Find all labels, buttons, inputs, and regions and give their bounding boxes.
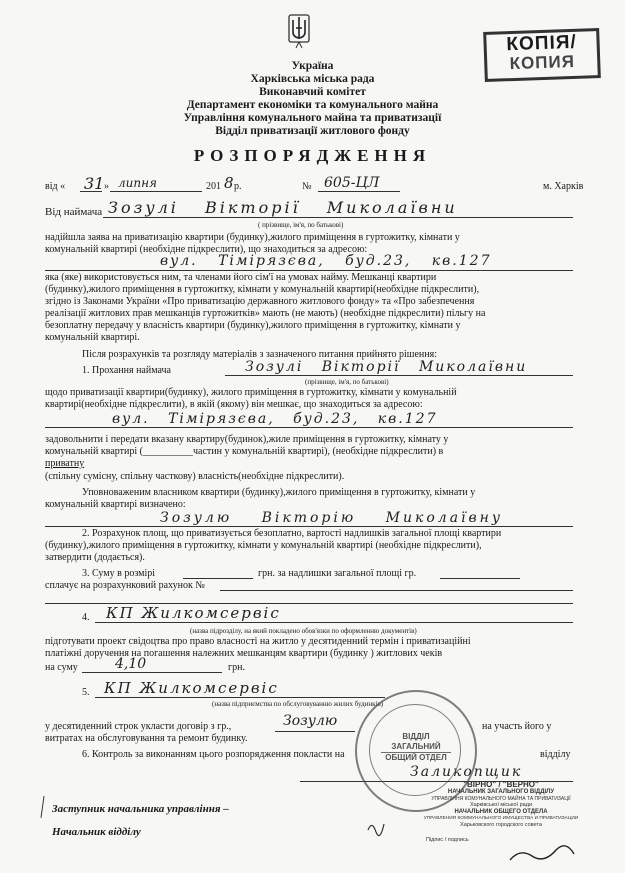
cert-stamp-line1: "ВІРНО" / "ВЕРНО"	[463, 780, 539, 789]
city: м. Харків	[543, 181, 584, 192]
item4-caption: (назва підрозділу, на який покладено обов'язки по оформленню документів)	[190, 627, 417, 635]
cert-stamp-line2: НАЧАЛЬНИК ЗАГАЛЬНОГО ВІДДІЛУ	[447, 789, 555, 795]
item4-line3b: грн.	[228, 662, 245, 673]
cert-stamp-line3: УПРАВЛІННЯ КОМУНАЛЬНОГО МАЙНА ТА ПРИВАТИЗАЦІЇ	[431, 796, 571, 802]
cert-stamp-line4: Харківської міської ради	[469, 802, 533, 808]
item1-line1: щодо приватизації квартири(будинку), жилого приміщення в гуртожитку, кімнати у комунальній	[45, 387, 457, 398]
tenant-caption: ( прізвище, ім'я, по батькові)	[258, 221, 344, 229]
item1-line8: комунальній квартирі визначено:	[45, 499, 186, 510]
header-office: Управління комунального майна та приватизації	[183, 112, 442, 124]
cert-stamp-line5: НАЧАЛЬНИК ОБЩЕГО ОТДЕЛА	[454, 809, 548, 815]
item1-address: вул. Тімірязєва, буд.23, кв.127	[112, 411, 438, 427]
copy-stamp-line1: КОПІЯ/	[506, 31, 578, 56]
item3-line1b: грн. за надлишки загальної площі гр.	[258, 568, 417, 579]
para1-line6: реалізації житлових прав мешканців гуртожитків» мають (не мають) (необхідне підкреслити) пільгу на	[45, 308, 486, 319]
item5-caption: (назва підприємства по обслуговуванню жилих будинків)	[212, 700, 384, 708]
item1-line2: квартирі(необхідне підкреслити), в якій (якому) він мешкає, що знаходиться за адресою:	[45, 399, 423, 410]
header-country: Україна	[291, 60, 334, 72]
date-month: липня	[118, 176, 157, 190]
item4-label: 4.	[82, 612, 90, 623]
para1-line1: надійшла заява на приватизацію квартири (будинку),жилого приміщення в гуртожитку, кімнати у	[45, 232, 460, 243]
item6-tail: відділу	[540, 749, 571, 760]
para1-line4: (будинку),жилого приміщення в гуртожитку, кімнати у комунальній квартирі(необхідне підкреслити),	[45, 284, 480, 295]
round-seal-line1: ВІДДІЛ	[402, 732, 430, 741]
item3-line1a: 3. Суму в розмірі	[82, 568, 156, 579]
item1-line5: приватну	[45, 458, 85, 469]
cert-stamp-line6: УПРАВЛЕНИЯ КОММУНАЛЬНОГО ИМУЩЕСТВА И ПРИВАТИЗАЦИИ	[423, 816, 579, 821]
item5-line2: витратах на обслуговування та ремонт будинку.	[45, 733, 248, 744]
item4-line1: підготувати проект свідоцтва про право власності на житло у десятиденний термін і приватизаційні	[45, 636, 471, 647]
item1-name: Зозулі Вікторії Миколаївни	[245, 359, 528, 375]
tenant-name: Зозулі Вікторії Миколаївни	[108, 198, 458, 217]
para1-line8: комунальній квартирі.	[45, 332, 140, 343]
item5-line1b: на участь його у	[482, 721, 552, 732]
round-seal-line3: ОБЩИЙ ОТДЕЛ	[381, 752, 450, 763]
item2-line1: 2. Розрахунок площ, що приватизується безоплатно, вартості надлишків загальної площі квартири	[82, 528, 502, 539]
date-year-digit: 8	[224, 174, 234, 192]
handwritten-department: Заликопщик	[410, 764, 523, 780]
cert-stamp-line8: Підпис / подпись	[426, 837, 469, 843]
item1-line7: Уповноваженим власником квартири (будинку),жилого приміщення в гуртожитку, кімнати у	[82, 487, 476, 498]
item1-line4: комунальній квартирі (__________частин у комунальній квартирі), (необхідне підкреслити) в	[45, 446, 444, 457]
header-committee: Виконавчий комітет	[259, 86, 366, 98]
header-council: Харківська міська рада	[250, 73, 375, 85]
date-close: »	[104, 181, 109, 192]
document-title: РОЗПОРЯДЖЕННЯ	[193, 146, 432, 165]
item5-label: 5.	[82, 687, 90, 698]
item5-org: КП Жилкомсервіс	[104, 679, 279, 697]
cert-stamp-line7: Харьковского городского совета	[460, 822, 542, 828]
item5-person: Зозулю	[283, 713, 338, 729]
para1-line2: комунальній квартирі (необхідне підкреслити), що знаходиться за адресою:	[45, 244, 368, 255]
item4-sum: 4,10	[115, 656, 147, 672]
item2-line3: затвердити (додається).	[45, 552, 145, 563]
item2-line2: (будинку),жилого приміщення в гуртожитку, кімнати у комунальній квартирі (необхідне підкреслити),	[45, 540, 482, 551]
handwritten-signature-marks	[360, 810, 590, 870]
para1-line5: згідно із Законами України «Про приватизацію державного житлового фонду» та «Про забезпечення	[45, 296, 475, 307]
document-number: 605-ЦЛ	[324, 175, 380, 191]
item1-owner: Зозулю Вікторію Миколаївну	[160, 510, 504, 526]
round-seal-line2: ЗАГАЛЬНИЙ	[391, 742, 441, 751]
date-prefix: від «	[45, 181, 66, 192]
copy-stamp-line2: КОПИЯ	[509, 51, 576, 74]
item3-line2: сплачує на розрахунковий рахунок №	[45, 580, 205, 591]
item1-caption: (прізвище, ім'я, по батькові)	[305, 378, 389, 386]
date-year-suffix: р.	[234, 181, 242, 192]
header-division: Відділ приватизації житлового фонду	[215, 125, 410, 137]
decision-intro: Після розрахунків та розгляду матеріалів з зазначеного питання прийнято рішення:	[82, 349, 437, 360]
item1-line3: задовольнити і передати вказану квартиру(будинок),жиле приміщення в гуртожитку, кімнату у	[45, 434, 449, 445]
item5-line1a: у десятиденний строк укласти договір з гр.,	[45, 721, 232, 732]
signature-chief-label: Начальник відділу	[52, 826, 141, 838]
para1-address: вул. Тімірязєва, буд.23, кв.127	[160, 253, 492, 269]
tenant-label: Від наймача	[45, 206, 103, 218]
para1-line3: яка (яке) використовується ним, та членами його сім'ї на умовах найму. Мешканці квартири	[45, 272, 437, 283]
item4-org: КП Жилкомсервіс	[106, 604, 281, 622]
date-day: 31	[84, 174, 105, 193]
item6-text: 6. Контроль за виконанням цього розпорядження покласти на	[82, 749, 345, 760]
date-year-prefix: 201	[206, 181, 221, 192]
trident-icon	[288, 14, 310, 50]
signature-deputy-label: Заступник начальника управління –	[52, 803, 229, 815]
item1-label: 1. Прохання наймача	[82, 365, 171, 376]
para1-line7: безоплатну передачу у власність квартири (будинку),жилого приміщення в гуртожитку, кімнати у	[45, 320, 461, 331]
header-department: Департамент економіки та комунального майна	[186, 99, 439, 111]
item4-line3a: на суму	[45, 662, 78, 673]
item4-line2: платіжні доручення на погашення належних мешканцям квартири (будинку ) житлових чеків	[45, 648, 443, 659]
item1-line6: (спільну сумісну, спільну часткову) власність(необхідне підкреслити).	[45, 471, 345, 482]
number-label: №	[302, 181, 312, 192]
